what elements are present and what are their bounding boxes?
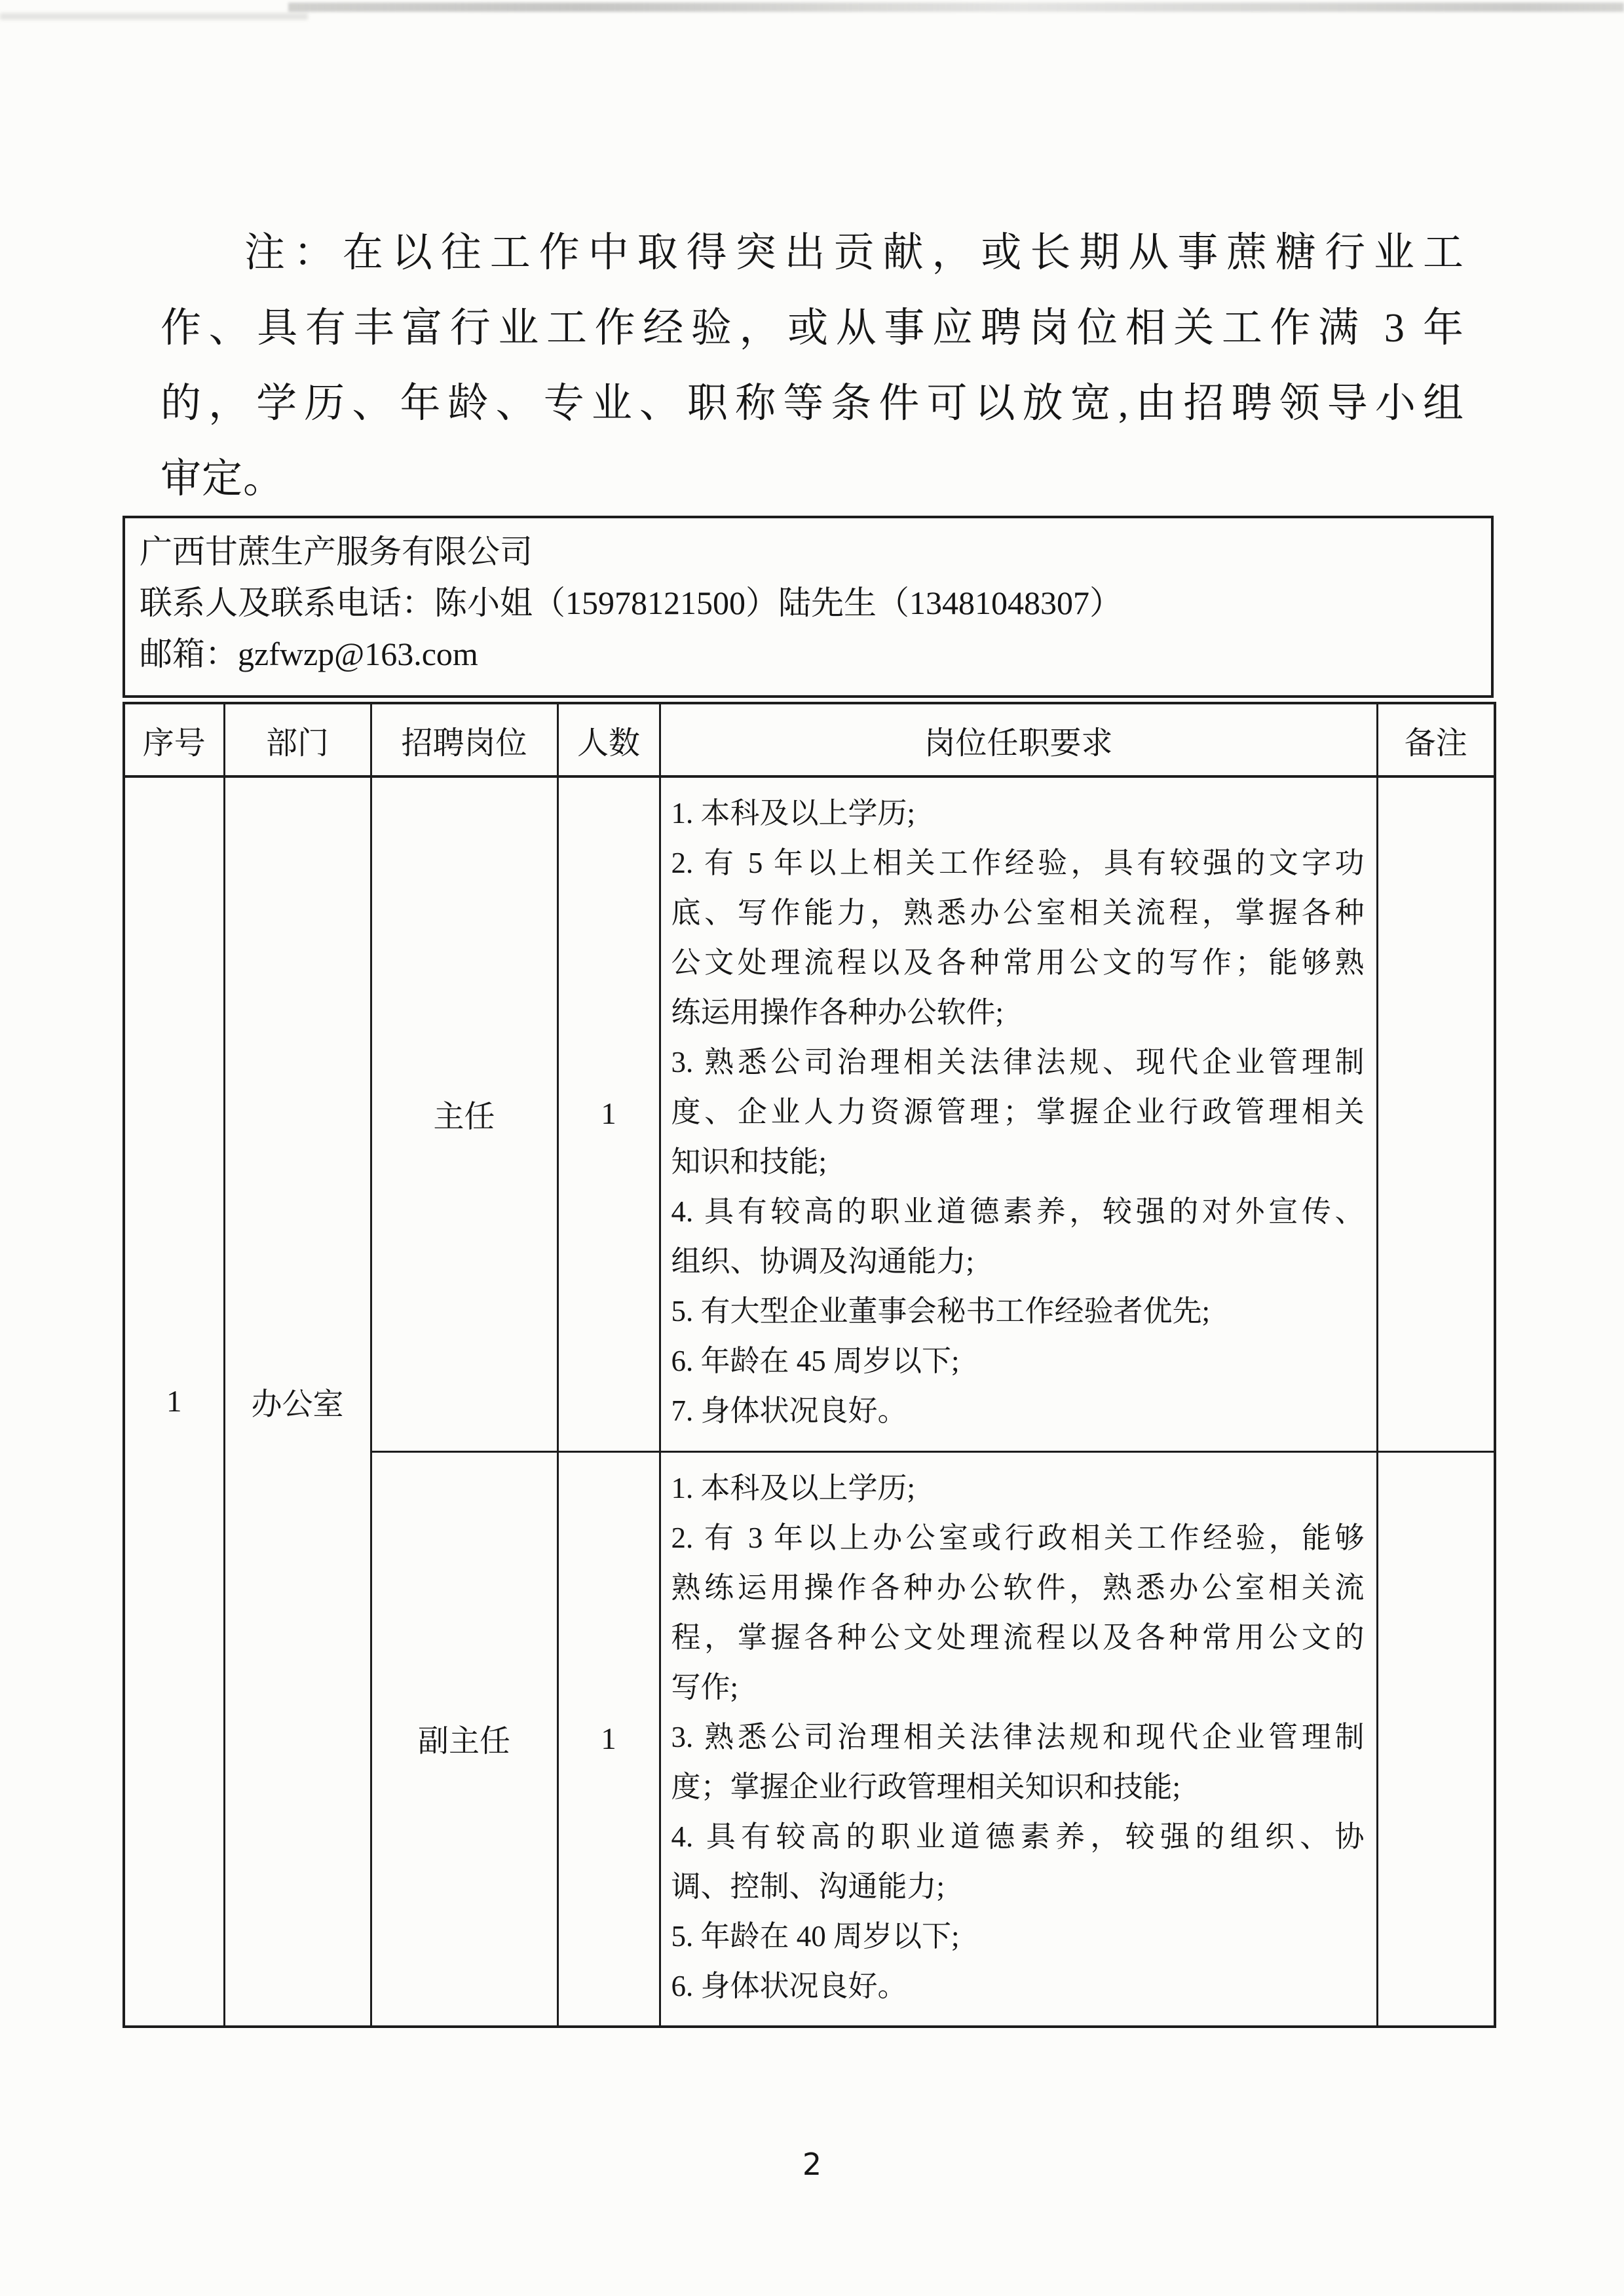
requirement-line: 4. 具有较高的职业道德素养，较强的组织、协 (671, 1820, 1365, 1853)
requirement-line: 程，掌握各种公文处理流程以及各种常用公文的 (671, 1620, 1365, 1654)
company-email-line: 邮箱：gzfwzp@163.com (140, 636, 478, 672)
scan-artifact-streak (0, 13, 308, 20)
page-number: 2 (802, 2147, 822, 2182)
requirement-line: 6. 身体状况良好。 (671, 1969, 907, 2002)
company-info-box (123, 516, 1494, 698)
requirement-line: 2. 有 3 年以上办公室或行政相关工作经验，能够 (671, 1521, 1365, 1554)
cell-seq: 1 (124, 776, 224, 2027)
requirement-line: 底、写作能力，熟悉办公室相关流程，掌握各种 (671, 896, 1365, 929)
col-header-seq: 序号 (124, 703, 224, 776)
cell-requirements (660, 776, 1377, 1451)
col-header-remark: 备注 (1377, 703, 1495, 776)
scan-artifact-streak (288, 3, 1624, 12)
cell-department: 办公室 (224, 776, 371, 2027)
requirement-line: 度；掌握企业行政管理相关知识和技能; (671, 1770, 1181, 1803)
requirement-line: 组织、协调及沟通能力; (671, 1245, 975, 1278)
requirement-line: 知识和技能; (671, 1145, 827, 1178)
requirement-line: 公文处理流程以及各种常用公文的写作；能够熟 (671, 946, 1365, 979)
cell-headcount: 1 (557, 1451, 660, 2027)
requirement-line: 5. 年龄在 40 周岁以下; (671, 1919, 960, 1953)
requirement-line: 度、企业人力资源管理；掌握企业行政管理相关 (671, 1096, 1365, 1128)
positions-table (123, 702, 1496, 2028)
recruitment-section (123, 516, 1494, 2028)
requirement-line: 5. 有大型企业董事会秘书工作经验者优先; (671, 1295, 1211, 1328)
requirement-line: 调、控制、沟通能力; (671, 1869, 945, 1903)
cell-headcount: 1 (557, 776, 660, 1451)
requirement-line: 3. 熟悉公司治理相关法律法规和现代企业管理制 (671, 1720, 1365, 1753)
requirement-line: 4. 具有较高的职业道德素养，较强的对外宣传、 (671, 1195, 1365, 1228)
requirement-line: 写作; (671, 1670, 739, 1704)
requirement-line: 1. 本科及以上学历; (671, 797, 916, 830)
requirement-line: 练运用操作各种办公软件; (671, 996, 1004, 1029)
cell-remark (1377, 776, 1495, 1451)
cell-remark (1377, 1451, 1495, 2027)
cell-requirements (660, 1451, 1377, 2027)
requirement-line: 7. 身体状况良好。 (671, 1394, 907, 1427)
company-name: 广西甘蔗生产服务有限公司 (140, 533, 533, 570)
cell-position: 副主任 (371, 1451, 557, 2027)
table-header-row (124, 703, 1495, 776)
requirement-line: 3. 熟悉公司治理相关法律法规、现代企业管理制 (671, 1046, 1365, 1079)
col-header-department: 部门 (224, 703, 371, 776)
note-paragraph (161, 216, 1464, 517)
note-line: 审定。 (161, 457, 285, 501)
col-header-headcount: 人数 (557, 703, 660, 776)
col-header-requirements: 岗位任职要求 (660, 703, 1377, 776)
note-line: 作、具有丰富行业工作经验，或从事应聘岗位相关工作满 3 年 (161, 306, 1464, 351)
note-line: 注：在以往工作中取得突出贡献，或长期从事蔗糖行业工 (244, 231, 1464, 275)
requirement-line: 2. 有 5 年以上相关工作经验，具有较强的文字功 (671, 847, 1365, 879)
requirement-line: 6. 年龄在 45 周岁以下; (671, 1345, 960, 1377)
col-header-position: 招聘岗位 (371, 703, 557, 776)
company-contact-line: 联系人及联系电话：陈小姐（15978121500）陆先生（13481048307） (140, 584, 1122, 621)
table-row-director (124, 776, 1495, 1451)
requirement-line: 1. 本科及以上学历; (671, 1471, 916, 1504)
note-line: 的，学历、年龄、专业、职称等条件可以放宽,由招聘领导小组 (161, 381, 1464, 426)
cell-position: 主任 (371, 776, 557, 1451)
requirement-line: 熟练运用操作各种办公软件，熟悉办公室相关流 (671, 1571, 1365, 1604)
